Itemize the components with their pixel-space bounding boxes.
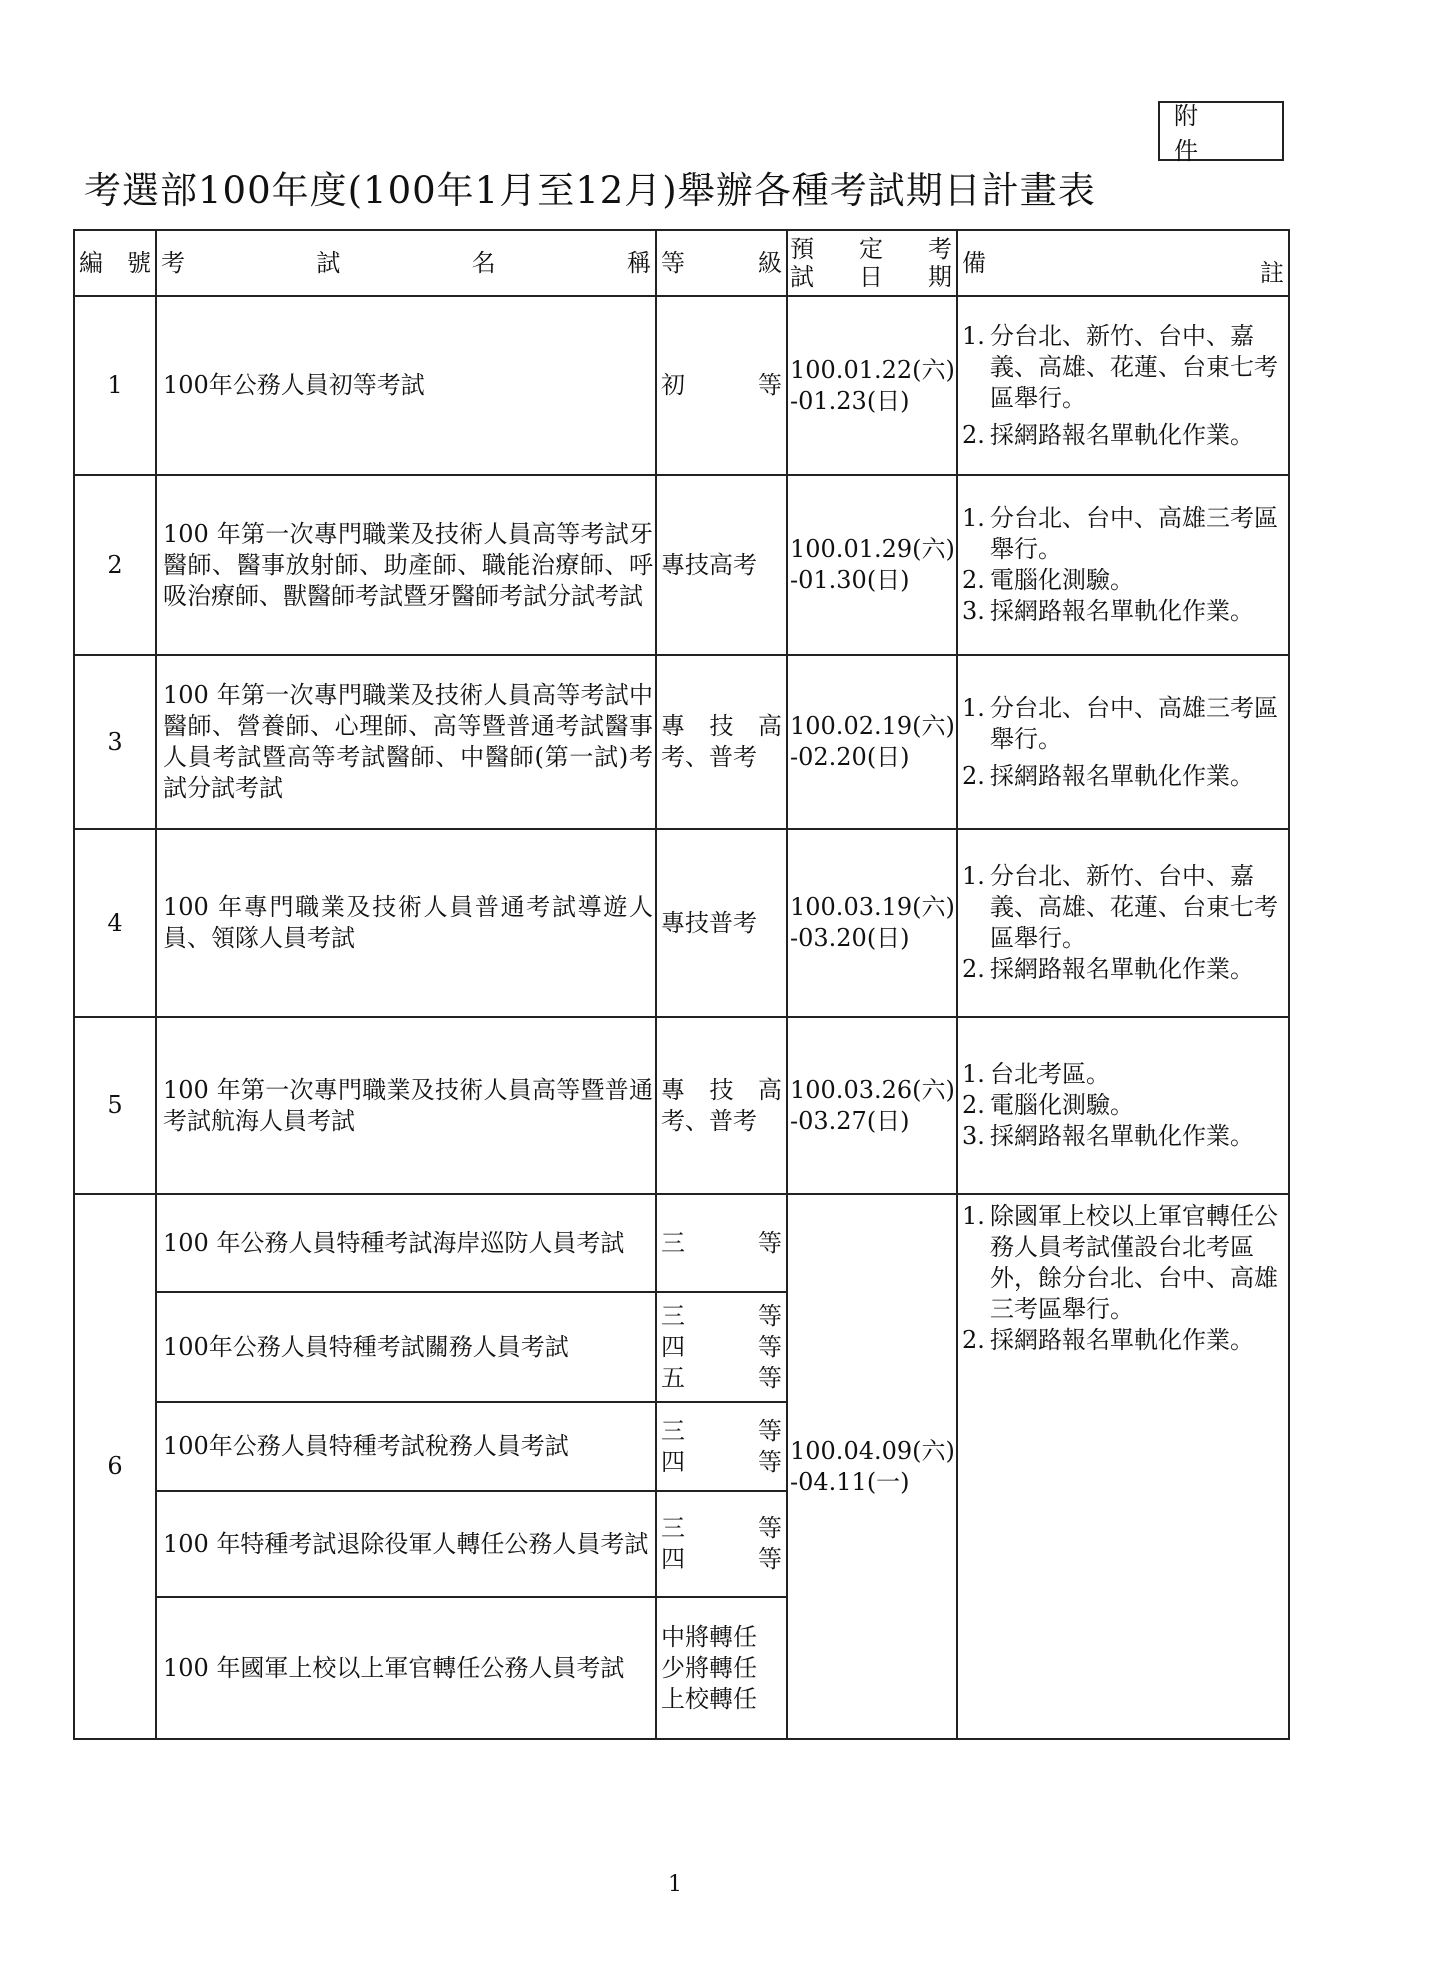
exam-name: 100年公務人員初等考試	[156, 296, 656, 475]
exam-name: 100 年第一次專門職業及技術人員高等考試中醫師、營養師、心理師、高等暨普通考試醫事人員考試暨高等考試醫師、中醫師(第一試)考試分試考試	[156, 655, 656, 829]
row-number: 3	[74, 655, 156, 829]
exam-name: 100 年特種考試退除役軍人轉任公務人員考試	[156, 1491, 656, 1597]
exam-level: 專技普考	[656, 829, 787, 1017]
page-title: 考選部100年度(100年1月至12月)舉辦各種考試期日計畫表	[84, 169, 1096, 212]
exam-level: 專技高考	[656, 475, 787, 655]
exam-date: 100.02.19(六) -02.20(日)	[787, 655, 957, 829]
exam-level: 專 技 高 考、普考	[656, 1017, 787, 1194]
exam-name: 100 年第一次專門職業及技術人員高等暨普通考試航海人員考試	[156, 1017, 656, 1194]
exam-level: 三 等	[656, 1194, 787, 1292]
header-name: 考 試 名 稱	[156, 230, 656, 296]
exam-date: 100.01.22(六) -01.23(日)	[787, 296, 957, 475]
attachment-label: 附 件	[1158, 101, 1284, 161]
exam-name: 100年公務人員特種考試關務人員考試	[156, 1292, 656, 1402]
row-number: 2	[74, 475, 156, 655]
header-note: 備 註	[957, 230, 1289, 296]
row-number: 6	[74, 1194, 156, 1739]
header-date: 預 定 考 試 日 期	[787, 230, 957, 296]
exam-name: 100 年第一次專門職業及技術人員高等考試牙醫師、醫事放射師、助產師、職能治療師、呼吸治療師、獸醫師考試暨牙醫師考試分試考試	[156, 475, 656, 655]
exam-notes: 1. 分台北、台中、高雄三考區舉行。 2. 電腦化測驗。 3. 採網路報名單軌化作業。	[957, 475, 1289, 655]
table-header-row	[74, 230, 1289, 296]
exam-level: 中將轉任 少將轉任 上校轉任	[656, 1597, 787, 1739]
exam-notes: 1. 分台北、台中、高雄三考區舉行。 2. 採網路報名單軌化作業。	[957, 655, 1289, 829]
exam-level: 三 等 四 等 五 等	[656, 1292, 787, 1402]
row-number: 1	[74, 296, 156, 475]
header-no: 編 號	[74, 230, 156, 296]
exam-level: 三 等 四 等	[656, 1402, 787, 1491]
exam-level: 專 技 高 考、普考	[656, 655, 787, 829]
exam-name: 100 年公務人員特種考試海岸巡防人員考試	[156, 1194, 656, 1292]
exam-name: 100 年國軍上校以上軍官轉任公務人員考試	[156, 1597, 656, 1739]
page-number: 1	[668, 1872, 682, 1897]
exam-notes: 1. 台北考區。 2. 電腦化測驗。 3. 採網路報名單軌化作業。	[957, 1017, 1289, 1194]
exam-level: 初 等	[656, 296, 787, 475]
exam-notes: 1. 除國軍上校以上軍官轉任公務人員考試僅設台北考區外，餘分台北、台中、高雄三考區舉行。 2. 採網路報名單軌化作業。	[957, 1194, 1289, 1739]
exam-name: 100年公務人員特種考試稅務人員考試	[156, 1402, 656, 1491]
table-row	[74, 296, 1289, 475]
header-level: 等 級	[656, 230, 787, 296]
exam-date: 100.03.19(六) -03.20(日)	[787, 829, 957, 1017]
exam-date: 100.03.26(六) -03.27(日)	[787, 1017, 957, 1194]
table-row	[74, 829, 1289, 1017]
row-number: 4	[74, 829, 156, 1017]
exam-name: 100 年專門職業及技術人員普通考試導遊人員、領隊人員考試	[156, 829, 656, 1017]
exam-date: 100.04.09(六) -04.11(一)	[787, 1194, 957, 1739]
exam-notes: 1. 分台北、新竹、台中、嘉義、高雄、花蓮、台東七考區舉行。 2. 採網路報名單軌化作業。	[957, 296, 1289, 475]
exam-schedule-table	[73, 229, 1290, 1740]
exam-date: 100.01.29(六) -01.30(日)	[787, 475, 957, 655]
row-number: 5	[74, 1017, 156, 1194]
table-row	[74, 655, 1289, 829]
table-row	[74, 1194, 1289, 1292]
exam-level: 三 等 四 等	[656, 1491, 787, 1597]
table-row	[74, 1017, 1289, 1194]
exam-notes: 1. 分台北、新竹、台中、嘉義、高雄、花蓮、台東七考區舉行。 2. 採網路報名單軌化作業。	[957, 829, 1289, 1017]
table-row	[74, 475, 1289, 655]
